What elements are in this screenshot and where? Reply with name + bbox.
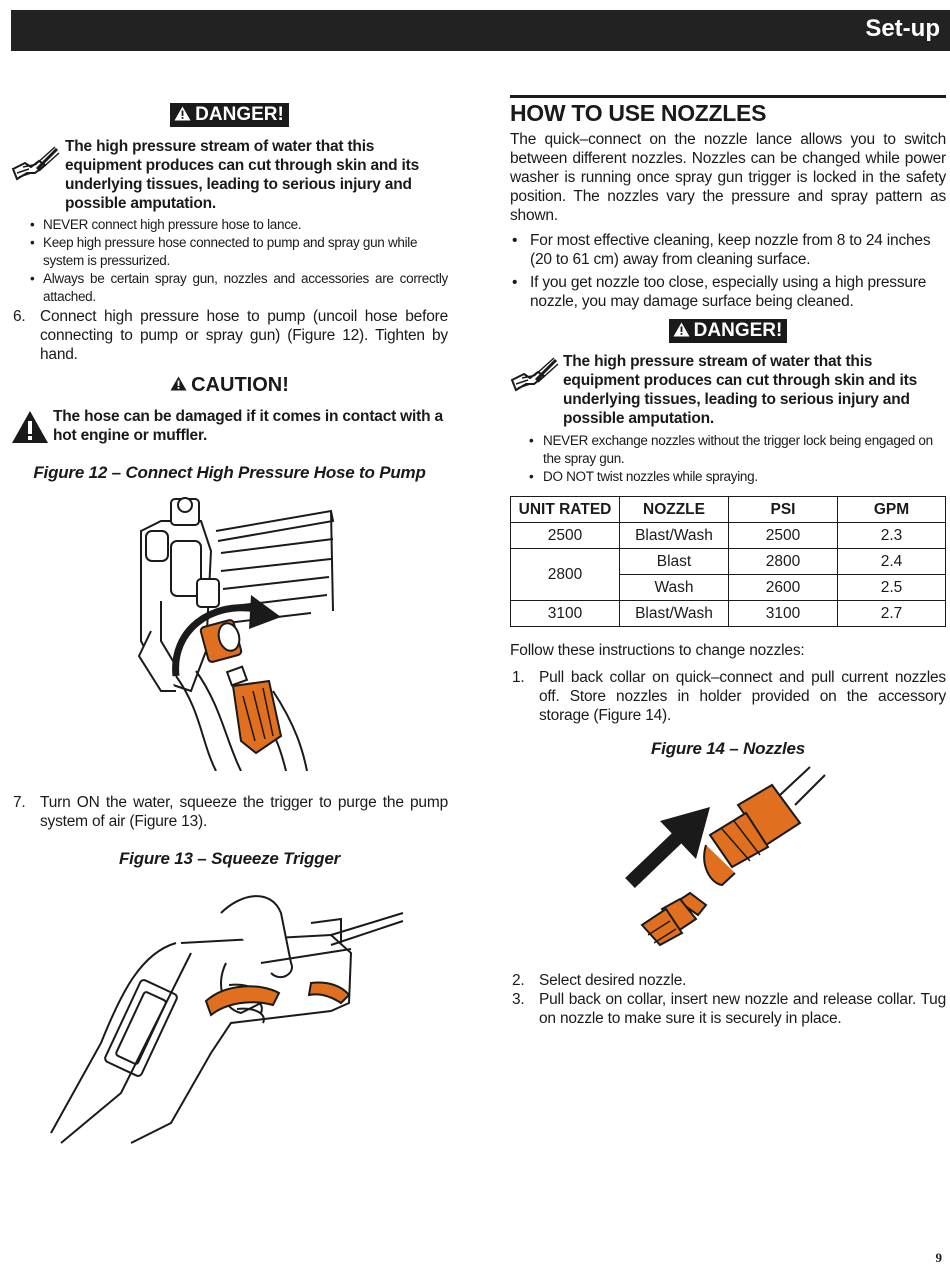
table-cell: 3100	[511, 601, 620, 627]
list-item: • For most effective cleaning, keep nozzle from 8 to 24 inches (20 to 61 cm) away from cleaning surface.	[512, 232, 931, 268]
list-item: • Always be certain spray gun, nozzles and accessories are correctly attached.	[30, 271, 448, 304]
section-heading: HOW TO USE NOZZLES	[510, 95, 946, 127]
warning-triangle-icon	[170, 376, 187, 391]
warning-triangle-icon	[174, 106, 191, 121]
nozzle-table	[510, 496, 946, 627]
danger-badge-label: DANGER!	[693, 320, 783, 341]
table-cell: Blast/Wash	[620, 601, 729, 627]
page-number: 9	[935, 1250, 942, 1265]
danger-badge-label: DANGER!	[195, 104, 284, 125]
figure-13-title: Figure 13 – Squeeze Trigger	[118, 849, 341, 868]
figure-13-illustration	[11, 873, 448, 1153]
danger-bullets	[11, 216, 448, 306]
column-header: UNIT RATED	[511, 497, 620, 523]
caution-label: CAUTION!	[191, 374, 289, 396]
danger-message	[11, 137, 448, 213]
caution-message	[11, 407, 448, 445]
list-item: • NEVER exchange nozzles without the trigger lock being engaged on the spray gun.	[529, 433, 933, 466]
figure-12-title: Figure 12 – Connect High Pressure Hose to Pump	[33, 463, 426, 482]
table-cell: 2800	[511, 549, 620, 601]
section-title: Set-up	[865, 15, 940, 42]
table-cell: 2.5	[838, 575, 946, 601]
table-cell: 2500	[729, 523, 838, 549]
table-cell: 2.7	[838, 601, 946, 627]
table-cell: Blast	[620, 549, 729, 575]
column-header: NOZZLE	[620, 497, 729, 523]
danger-badge-container	[11, 103, 448, 127]
hand-cut-hazard-icon	[510, 354, 560, 400]
danger-badge	[669, 319, 788, 343]
table-cell: Blast/Wash	[620, 523, 729, 549]
caution-text: The hose can be damaged if it comes in contact with a hot engine or muffler.	[53, 408, 443, 444]
hand-cut-hazard-icon	[11, 143, 61, 189]
step-7: 7. Turn ON the water, squeeze the trigger to purge the pump system of air (Figure 13).	[13, 794, 448, 830]
warning-triangle-icon	[673, 322, 690, 337]
column-header: GPM	[838, 497, 946, 523]
column-header: PSI	[729, 497, 838, 523]
figure-12-illustration	[11, 491, 448, 771]
table-cell: 2800	[729, 549, 838, 575]
table-cell: 2600	[729, 575, 838, 601]
table-cell: 2.4	[838, 549, 946, 575]
list-item: • If you get nozzle too close, especially using a high pressure nozzle, you may damage surface being cleaned.	[512, 274, 927, 310]
table-cell: 2.3	[838, 523, 946, 549]
step-6: 6. Connect high pressure hose to pump (uncoil hose before connecting to pump or spray gun) (Figure 12). Tighten by hand.	[13, 308, 448, 363]
step-3: 3. Pull back on collar, insert new nozzle and release collar. Tug on nozzle to make sure it is securely in place.	[512, 991, 946, 1027]
figure-14-title: Figure 14 – Nozzles	[651, 739, 805, 758]
list-item: • NEVER connect high pressure hose to lance.	[30, 217, 302, 232]
list-item: • Keep high pressure hose connected to pump and spray gun while system is pressurized.	[30, 235, 418, 268]
danger-badge-container	[510, 319, 946, 343]
table-row	[511, 523, 946, 549]
intro-paragraph: The quick–connect on the nozzle lance allows you to switch between different nozzles. Nozzles can be changed while power washer is running once spray gun trigger is locked in the safety position. The nozzles vary the pressure and spray pattern as shown.	[510, 131, 946, 224]
nozzle-tips	[510, 231, 946, 311]
danger-text: The high pressure stream of water that this equipment produces can cut through skin and its underlying tissues, leading to serious injury and possible amputation.	[65, 138, 420, 212]
figure-14-illustration	[510, 765, 946, 965]
danger-bullets	[510, 432, 946, 486]
follow-instructions: Follow these instructions to change nozzles:	[510, 642, 805, 659]
right-column	[510, 95, 946, 1028]
list-item: • DO NOT twist nozzles while spraying.	[529, 469, 758, 484]
table-cell: 3100	[729, 601, 838, 627]
caution-heading	[11, 374, 448, 397]
exclamation-triangle-icon	[11, 410, 49, 444]
table-row	[511, 549, 946, 575]
danger-badge	[170, 103, 289, 127]
table-row	[511, 601, 946, 627]
left-column	[11, 95, 448, 1153]
danger-message	[510, 352, 946, 428]
danger-text: The high pressure stream of water that this equipment produces can cut through skin and its underlying tissues, leading to serious injury and possible amputation.	[563, 353, 918, 427]
header-bar	[11, 10, 950, 51]
step-2: 2. Select desired nozzle.	[512, 972, 687, 989]
step-1: 1. Pull back collar on quick–connect and pull current nozzles off. Store nozzles in holder provided on the accessory storage (Figure 14).	[512, 669, 946, 724]
table-cell: Wash	[620, 575, 729, 601]
table-cell: 2500	[511, 523, 620, 549]
table-header-row	[511, 497, 946, 523]
